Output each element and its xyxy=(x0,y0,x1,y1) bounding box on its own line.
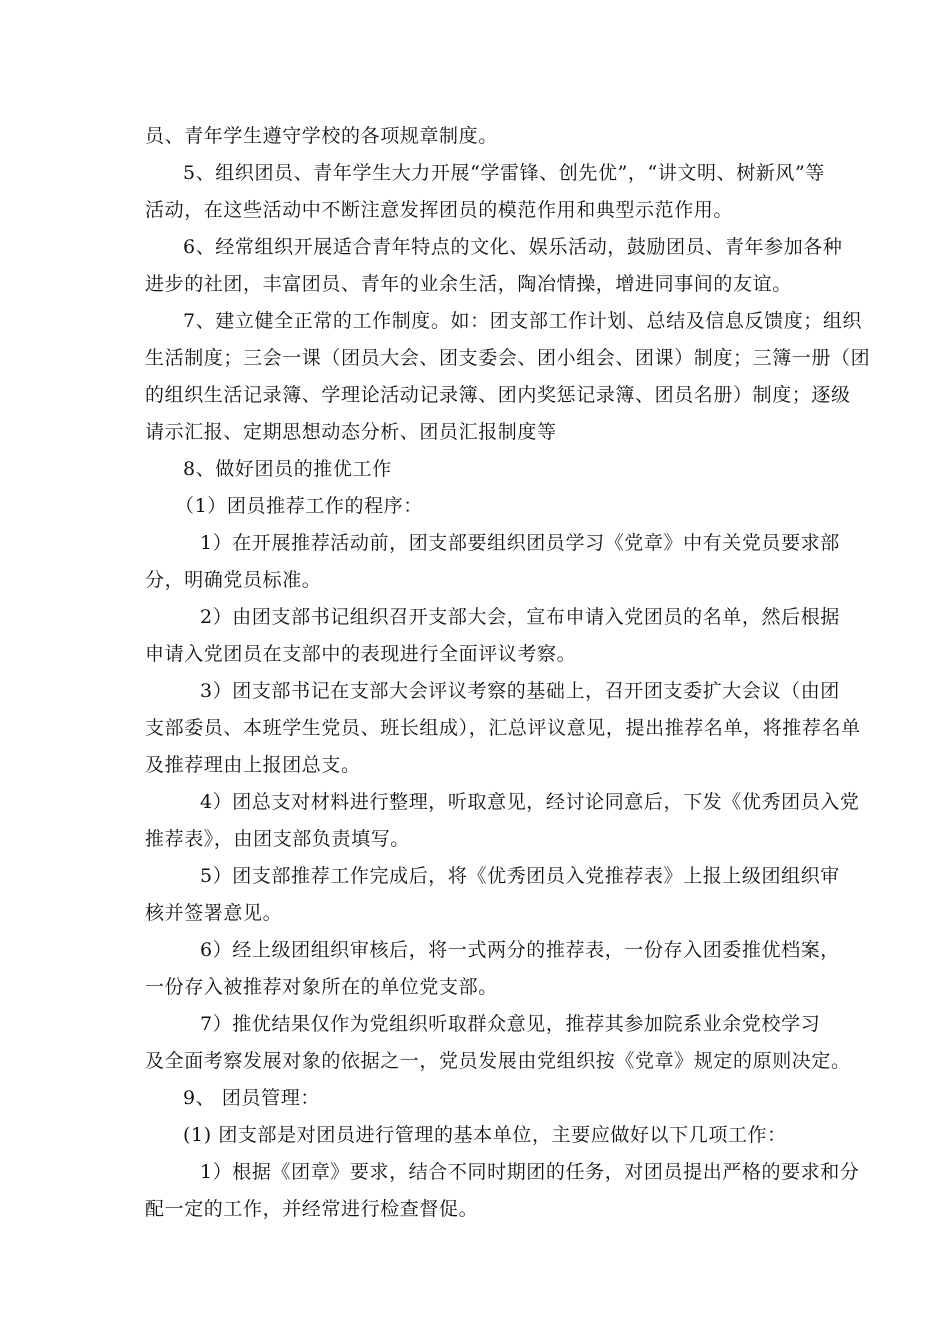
paragraph-line: 2）由团支部书记组织召开支部大会，宣布申请入党团员的名单，然后根据 xyxy=(200,606,840,628)
paragraph-line: 推荐表》，由团支部负责填写。 xyxy=(145,828,410,850)
subsection-heading: (1) 团支部是对团员进行管理的基本单位，主要应做好以下几项工作： xyxy=(183,1124,787,1146)
section-heading: 8、做好团员的推优工作 xyxy=(183,458,392,480)
paragraph-line: 及全面考察发展对象的依据之一，党员发展由党组织按《党章》规定的原则决定。 xyxy=(145,1050,851,1072)
paragraph-line: 1）根据《团章》要求，结合不同时期团的任务，对团员提出严格的要求和分 xyxy=(200,1161,860,1183)
paragraph-line: 申请入党团员在支部中的表现进行全面评议考察。 xyxy=(145,643,577,665)
paragraph-line: 6）经上级团组织审核后，将一式两分的推荐表，一份存入团委推优档案， xyxy=(200,939,840,961)
subsection-heading: （1）团员推荐工作的程序： xyxy=(175,495,423,517)
paragraph-line: 4）团总支对材料进行整理，听取意见，经讨论同意后，下发《优秀团员入党 xyxy=(200,791,860,813)
paragraph-line: 配一定的工作，并经常进行检查督促。 xyxy=(145,1198,479,1220)
paragraph-line: 7、建立健全正常的工作制度。如：团支部工作计划、总结及信息反馈度；组织 xyxy=(183,310,863,332)
paragraph-line: 进步的社团，丰富团员、青年的业余生活，陶冶情操，增进同事间的友谊。 xyxy=(145,273,792,295)
paragraph-line: 生活制度；三会一课（团员大会、团支委会、团小组会、团课）制度；三簿一册（团 xyxy=(145,347,871,369)
paragraph-line: 一份存入被推荐对象所在的单位党支部。 xyxy=(145,976,498,998)
paragraph-line: 5）团支部推荐工作完成后，将《优秀团员入党推荐表》上报上级团组织审 xyxy=(200,865,840,887)
paragraph-line: 及推荐理由上报团总支。 xyxy=(145,754,361,776)
paragraph-line: 1）在开展推荐活动前，团支部要组织团员学习《党章》中有关党员要求部 xyxy=(200,532,840,554)
paragraph-line: 支部委员、本班学生党员、班长组成），汇总评议意见，提出推荐名单，将推荐名单 xyxy=(145,717,861,739)
paragraph-line: 活动，在这些活动中不断注意发挥团员的模范作用和典型示范作用。 xyxy=(145,199,734,221)
paragraph-line: 5、组织团员、青年学生大力开展“学雷锋、创先优”，“讲文明、树新风”等 xyxy=(183,162,825,184)
paragraph-line: 的组织生活记录簿、学理论活动记录簿、团内奖惩记录簿、团员名册）制度；逐级 xyxy=(145,384,851,406)
paragraph-line: 3）团支部书记在支部大会评议考察的基础上，召开团支委扩大会议（由团 xyxy=(200,680,840,702)
paragraph-line: 核并签署意见。 xyxy=(145,902,283,924)
paragraph-line: 请示汇报、定期思想动态分析、团员汇报制度等 xyxy=(145,421,557,443)
paragraph-line: 6、经常组织开展适合青年特点的文化、娱乐活动，鼓励团员、青年参加各种 xyxy=(183,236,843,258)
paragraph-line: 员、青年学生遵守学校的各项规章制度。 xyxy=(145,125,498,147)
paragraph-line: 分，明确党员标准。 xyxy=(145,569,322,591)
section-heading: 9、 团员管理： xyxy=(183,1087,320,1109)
paragraph-line: 7）推优结果仅作为党组织听取群众意见，推荐其参加院系业余党校学习 xyxy=(200,1013,821,1035)
